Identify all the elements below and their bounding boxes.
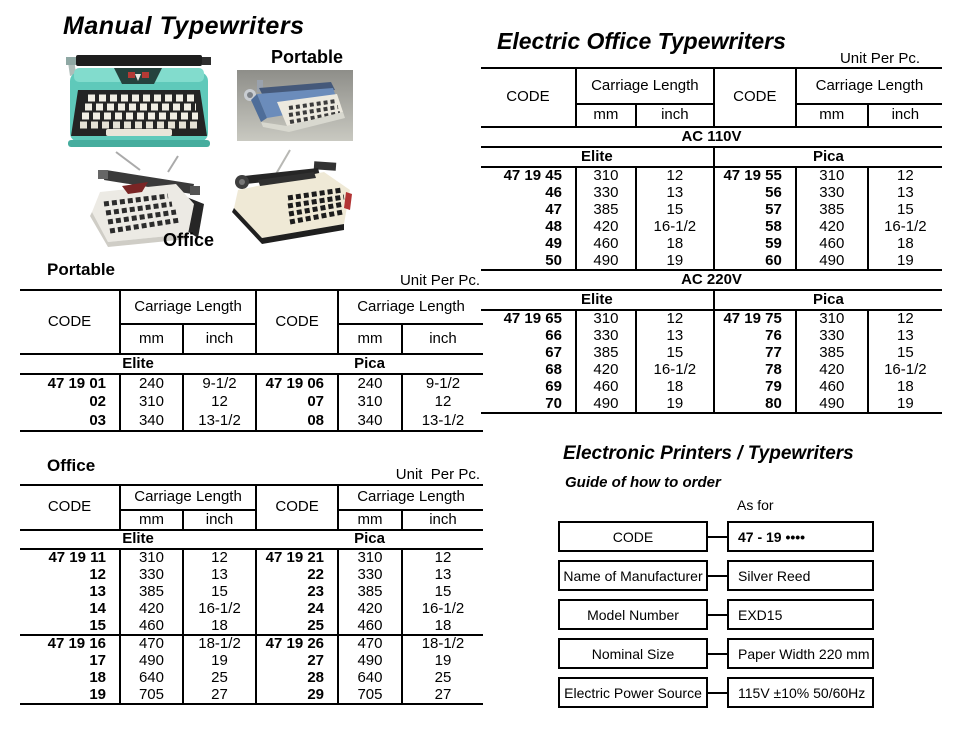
- mm-cell: 310: [796, 310, 868, 328]
- mm-cell: 490: [796, 253, 868, 271]
- mm-cell: 385: [576, 202, 636, 219]
- inch-cell: 19: [868, 253, 942, 271]
- code-cell: 47 19 21: [256, 549, 338, 567]
- ac220-rows: [481, 310, 942, 413]
- code-header: CODE: [20, 485, 120, 530]
- carriage-length-header: Carriage Length: [796, 68, 942, 104]
- ac110-band: [481, 127, 942, 147]
- mm-cell: 385: [338, 584, 402, 601]
- inch-header: inch: [402, 510, 483, 530]
- carriage-length-header: Carriage Length: [338, 290, 483, 324]
- inch-cell: 13: [868, 185, 942, 202]
- code-cell: 47 19 06: [256, 374, 338, 393]
- inch-cell: 16-1/2: [636, 362, 714, 379]
- code-cell: 25: [256, 618, 338, 636]
- code-cell: 79: [714, 379, 796, 396]
- mm-cell: 640: [338, 670, 402, 687]
- table-row: [20, 584, 483, 601]
- inch-cell: 18: [868, 379, 942, 396]
- inch-cell: 19: [402, 653, 483, 670]
- code-cell: 23: [256, 584, 338, 601]
- guide-value-model: EXD15: [727, 599, 874, 630]
- guide-row: [558, 599, 874, 630]
- code-cell: 15: [89, 616, 106, 634]
- inch-cell: 27: [402, 687, 483, 705]
- table-row: [481, 345, 942, 362]
- pica-label: Pica: [714, 147, 942, 167]
- code-cell: 47 19 11: [48, 549, 106, 566]
- code-cell: 66: [545, 326, 562, 344]
- code-cell: 50: [545, 251, 562, 269]
- table-header-row: [20, 485, 483, 510]
- mm-cell: 330: [338, 567, 402, 584]
- mm-cell: 460: [796, 379, 868, 396]
- code-cell: 49: [545, 234, 562, 252]
- table-row: [20, 567, 483, 584]
- inch-header: inch: [636, 104, 714, 127]
- code-cell: 47 19 75: [714, 310, 796, 328]
- mm-cell: 385: [576, 345, 636, 362]
- carriage-length-header: Carriage Length: [120, 290, 256, 324]
- inch-cell: 12: [183, 393, 256, 412]
- mm-cell: 490: [576, 396, 636, 414]
- code-cell: 46: [545, 183, 562, 201]
- code-header: CODE: [256, 290, 338, 354]
- table-row: [20, 653, 483, 670]
- table-row: [481, 310, 942, 328]
- inch-cell: 13-1/2: [402, 412, 483, 431]
- portable-section-heading: Portable: [47, 260, 116, 279]
- table-row: [481, 253, 942, 271]
- code-cell: 24: [256, 601, 338, 618]
- code-header: CODE: [714, 68, 796, 127]
- inch-cell: 18: [868, 236, 942, 253]
- inch-cell: 16-1/2: [868, 362, 942, 379]
- inch-cell: 25: [183, 670, 256, 687]
- electric-typewriters-title: Electric Office Typewriters: [497, 28, 786, 54]
- cream-office-typewriter-image: [230, 148, 356, 244]
- guide-row: [558, 677, 874, 708]
- mm-cell: 310: [338, 393, 402, 412]
- mm-cell: 310: [120, 393, 183, 412]
- code-cell: 19: [89, 685, 106, 703]
- inch-header: inch: [402, 324, 483, 354]
- inch-cell: 9-1/2: [402, 374, 483, 393]
- guide-label-code: CODE: [558, 521, 708, 552]
- code-cell: 47: [545, 200, 562, 218]
- mm-header: mm: [120, 324, 183, 354]
- inch-cell: 12: [636, 310, 714, 328]
- mm-header: mm: [338, 324, 402, 354]
- mm-cell: 420: [796, 219, 868, 236]
- code-cell: 56: [714, 185, 796, 202]
- mm-cell: 460: [796, 236, 868, 253]
- mm-cell: 420: [576, 362, 636, 379]
- mm-cell: 705: [338, 687, 402, 705]
- inch-cell: 12: [402, 549, 483, 567]
- mm-cell: 640: [120, 670, 183, 687]
- mm-cell: 310: [576, 310, 636, 328]
- office-unit-label: Unit Per Pc.: [395, 466, 480, 483]
- table-row: [481, 185, 942, 202]
- table-row: [20, 601, 483, 618]
- guide-row: [558, 638, 874, 669]
- elite-label: Elite: [20, 530, 256, 549]
- table-row: [20, 670, 483, 687]
- table-row: [481, 167, 942, 185]
- table-row: [481, 219, 942, 236]
- inch-cell: 25: [402, 670, 483, 687]
- carriage-length-header: Carriage Length: [576, 68, 714, 104]
- connector-line: [708, 536, 727, 538]
- table-row: [20, 549, 483, 567]
- mm-header: mm: [338, 510, 402, 530]
- inch-header: inch: [183, 324, 256, 354]
- code-cell: 80: [714, 396, 796, 414]
- inch-cell: 18: [636, 236, 714, 253]
- code-cell: 14: [89, 599, 106, 617]
- inch-cell: 13: [402, 567, 483, 584]
- code-cell: 47 19 65: [503, 310, 562, 327]
- code-cell: 18: [89, 668, 106, 686]
- guide-value-power-source: 115V ±10% 50/60Hz: [727, 677, 874, 708]
- inch-cell: 12: [402, 393, 483, 412]
- elite-label: Elite: [481, 290, 714, 310]
- code-cell: 70: [545, 394, 562, 412]
- mm-header: mm: [120, 510, 183, 530]
- inch-cell: 13: [183, 567, 256, 584]
- mm-cell: 420: [338, 601, 402, 618]
- inch-cell: 18: [402, 618, 483, 636]
- portable-rows: [20, 374, 483, 431]
- inch-cell: 13: [868, 328, 942, 345]
- portable-unit-label: Unit Per Pc.: [399, 272, 480, 289]
- inch-cell: 15: [402, 584, 483, 601]
- guide-row: [558, 560, 874, 591]
- code-cell: 47 19 16: [20, 635, 120, 653]
- table-row: [20, 393, 483, 412]
- electric-table: [481, 67, 942, 414]
- guide-label-model: Model Number: [558, 599, 708, 630]
- table-row: [20, 412, 483, 431]
- mm-cell: 240: [120, 374, 183, 393]
- mm-cell: 460: [120, 618, 183, 636]
- inch-cell: 15: [183, 584, 256, 601]
- table-row: [481, 236, 942, 253]
- office-rows-group2: [20, 635, 483, 704]
- mm-cell: 460: [576, 236, 636, 253]
- elite-pica-band: [20, 354, 483, 374]
- inch-cell: 15: [868, 345, 942, 362]
- elite-pica-band: [481, 147, 942, 167]
- inch-header: inch: [183, 510, 256, 530]
- inch-cell: 19: [183, 653, 256, 670]
- as-for-label: As for: [737, 497, 774, 513]
- guide-label-power-source: Electric Power Source: [558, 677, 708, 708]
- manual-typewriters-title: Manual Typewriters: [63, 12, 305, 40]
- inch-cell: 16-1/2: [402, 601, 483, 618]
- table-header-row: [481, 68, 942, 104]
- carriage-length-header: Carriage Length: [120, 485, 256, 510]
- portable-table: [20, 289, 483, 432]
- inch-cell: 12: [868, 167, 942, 185]
- mm-cell: 330: [796, 185, 868, 202]
- mm-cell: 240: [338, 374, 402, 393]
- elite-label: Elite: [20, 354, 256, 374]
- inch-cell: 12: [868, 310, 942, 328]
- inch-cell: 19: [868, 396, 942, 414]
- code-header: CODE: [481, 68, 576, 127]
- inch-cell: 18-1/2: [183, 635, 256, 653]
- table-row: [20, 687, 483, 705]
- code-header: CODE: [20, 290, 120, 354]
- table-row: [481, 328, 942, 345]
- mm-cell: 490: [576, 253, 636, 271]
- code-cell: 47 19 01: [47, 374, 106, 392]
- mm-cell: 490: [120, 653, 183, 670]
- guide-label-manufacturer: Name of Manufacturer: [558, 560, 708, 591]
- connector-line: [708, 692, 727, 694]
- mm-cell: 340: [120, 412, 183, 431]
- code-cell: 78: [714, 362, 796, 379]
- mm-cell: 340: [338, 412, 402, 431]
- electric-unit-label: Unit Per Pc.: [839, 50, 920, 67]
- elite-label: Elite: [481, 147, 714, 167]
- inch-cell: 18-1/2: [402, 635, 483, 653]
- mm-cell: 490: [796, 396, 868, 414]
- code-cell: 57: [714, 202, 796, 219]
- code-cell: 02: [89, 393, 106, 411]
- code-cell: 03: [89, 411, 106, 429]
- guide-label-nominal-size: Nominal Size: [558, 638, 708, 669]
- office-section-heading: Office: [47, 456, 96, 475]
- office-rows-group1: [20, 549, 483, 635]
- code-cell: 12: [89, 565, 106, 583]
- office-image-label: Office: [163, 230, 215, 250]
- mm-cell: 460: [576, 379, 636, 396]
- code-cell: 29: [256, 687, 338, 705]
- code-cell: 69: [545, 377, 562, 395]
- carriage-length-header: Carriage Length: [338, 485, 483, 510]
- mm-cell: 420: [796, 362, 868, 379]
- table-row: [481, 379, 942, 396]
- mm-cell: 385: [120, 584, 183, 601]
- table-row: [20, 618, 483, 636]
- code-cell: 08: [256, 412, 338, 431]
- guide-row: [558, 521, 874, 552]
- mm-cell: 310: [338, 549, 402, 567]
- mm-cell: 330: [576, 328, 636, 345]
- electronic-printers-title: Electronic Printers / Typewriters: [563, 443, 854, 464]
- ac220-label: AC 220V: [481, 270, 942, 290]
- mm-cell: 330: [576, 185, 636, 202]
- mm-cell: 470: [338, 635, 402, 653]
- elite-pica-band: [481, 290, 942, 310]
- inch-cell: 15: [636, 202, 714, 219]
- table-row: [481, 362, 942, 379]
- code-cell: 60: [714, 253, 796, 271]
- inch-cell: 13: [636, 328, 714, 345]
- code-cell: 27: [256, 653, 338, 670]
- inch-cell: 19: [636, 396, 714, 414]
- ac110-rows: [481, 167, 942, 270]
- code-cell: 68: [545, 360, 562, 378]
- code-cell: 07: [256, 393, 338, 412]
- mm-cell: 420: [120, 601, 183, 618]
- code-cell: 28: [256, 670, 338, 687]
- guide-value-nominal-size: Paper Width 220 mm: [727, 638, 874, 669]
- mm-header: mm: [796, 104, 868, 127]
- mm-cell: 460: [338, 618, 402, 636]
- table-row: [481, 202, 942, 219]
- code-cell: 67: [545, 343, 562, 361]
- code-cell: 59: [714, 236, 796, 253]
- inch-cell: 15: [868, 202, 942, 219]
- mm-cell: 330: [796, 328, 868, 345]
- pica-label: Pica: [714, 290, 942, 310]
- table-row: [20, 374, 483, 393]
- ac110-label: AC 110V: [481, 127, 942, 147]
- mm-cell: 490: [338, 653, 402, 670]
- inch-cell: 13-1/2: [183, 412, 256, 431]
- pica-label: Pica: [256, 354, 483, 374]
- mm-cell: 385: [796, 345, 868, 362]
- mm-cell: 705: [120, 687, 183, 705]
- mm-header: mm: [576, 104, 636, 127]
- code-cell: 47 19 45: [503, 167, 562, 184]
- inch-cell: 13: [636, 185, 714, 202]
- guide-value-code: 47 - 19 ••••: [727, 521, 874, 552]
- mm-cell: 385: [796, 202, 868, 219]
- connector-line: [708, 614, 727, 616]
- code-cell: 17: [89, 651, 106, 669]
- connector-line: [708, 575, 727, 577]
- code-cell: 76: [714, 328, 796, 345]
- inch-cell: 27: [183, 687, 256, 705]
- inch-cell: 18: [183, 618, 256, 636]
- inch-header: inch: [868, 104, 942, 127]
- office-table: [20, 484, 483, 705]
- mm-cell: 420: [576, 219, 636, 236]
- mm-cell: 470: [120, 635, 183, 653]
- mm-cell: 310: [796, 167, 868, 185]
- code-header: CODE: [256, 485, 338, 530]
- inch-cell: 9-1/2: [183, 374, 256, 393]
- teal-portable-typewriter-image: [62, 48, 214, 150]
- table-header-row: [20, 290, 483, 324]
- connector-line: [708, 653, 727, 655]
- inch-cell: 15: [636, 345, 714, 362]
- elite-pica-band: [20, 530, 483, 549]
- blue-portable-typewriter-image: [237, 70, 353, 141]
- inch-cell: 18: [636, 379, 714, 396]
- code-cell: 58: [714, 219, 796, 236]
- code-cell: 47 19 55: [714, 167, 796, 185]
- portable-image-label: Portable: [271, 47, 344, 67]
- inch-cell: 12: [636, 167, 714, 185]
- inch-cell: 16-1/2: [868, 219, 942, 236]
- inch-cell: 16-1/2: [636, 219, 714, 236]
- mm-cell: 330: [120, 567, 183, 584]
- table-row: [20, 635, 483, 653]
- mm-cell: 310: [120, 549, 183, 567]
- inch-cell: 19: [636, 253, 714, 271]
- guide-subtitle: Guide of how to order: [565, 474, 721, 491]
- code-cell: 48: [545, 217, 562, 235]
- table-row: [481, 396, 942, 414]
- inch-cell: 12: [183, 549, 256, 567]
- code-cell: 77: [714, 345, 796, 362]
- ac220-band: [481, 270, 942, 290]
- mm-cell: 310: [576, 167, 636, 185]
- inch-cell: 16-1/2: [183, 601, 256, 618]
- guide-value-manufacturer: Silver Reed: [727, 560, 874, 591]
- code-cell: 13: [89, 582, 106, 600]
- pica-label: Pica: [256, 530, 483, 549]
- code-cell: 22: [256, 567, 338, 584]
- code-cell: 47 19 26: [256, 635, 338, 653]
